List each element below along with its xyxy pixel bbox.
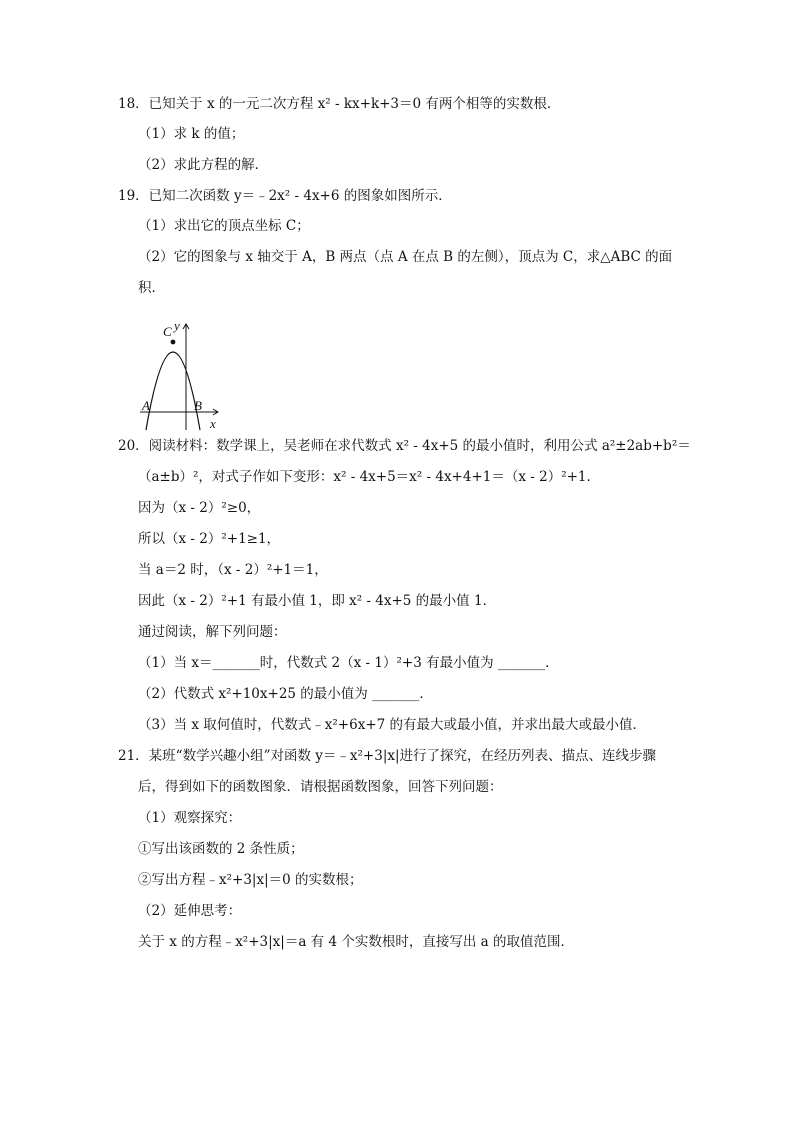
text-line-q20g: 通过阅读，解下列问题： <box>138 624 287 640</box>
text-line-q20b: （a±b）²，对式子作如下变形：x² - 4x+5＝x² - 4x+4+1＝（x - 2）²+1． <box>138 469 601 485</box>
label-x: x <box>210 416 216 431</box>
text-line-q21_1: （1）观察探究： <box>138 810 242 826</box>
text-line-q20e: 当 a＝2 时，（x - 2）²+1＝1， <box>138 562 328 578</box>
label-y: y <box>174 318 180 333</box>
text-line-q21_2a: 关于 x 的方程﹣x²+3|x|＝a 有 4 个实数根时，直接写出 a 的取值范围． <box>138 934 574 950</box>
text-line-q20_2: （2）代数式 x²+10x+25 的最小值为 _______． <box>138 686 433 702</box>
text-line-q19_1: （1）求出它的顶点坐标 C； <box>138 218 310 234</box>
text-line-q20: 20．阅读材料：数学课上，吴老师在求代数式 x² - 4x+5 的最小值时，利用公式 a²±2ab+b²＝ <box>118 438 691 454</box>
text-line-q20_1: （1）当 x＝_______时，代数式 2（x - 1）²+3 有最小值为 _______． <box>138 655 559 671</box>
text-line-q19_2: （2）它的图象与 x 轴交于 A，B 两点（点 A 在点 B 的左侧），顶点为 C，求△ABC 的面 <box>138 249 673 265</box>
text-line-q20d: 所以（x - 2）²+1≥1， <box>138 531 281 547</box>
text-line-q19: 19．已知二次函数 y＝﹣2x² - 4x+6 的图象如图所示． <box>118 188 452 204</box>
text-line-q21b: 后，得到如下的函数图象．请根据函数图象，回答下列问题： <box>138 779 503 795</box>
vertex-point <box>171 340 176 345</box>
label-a: A <box>142 398 150 413</box>
text-line-q21_1b: ②写出方程﹣x²+3|x|＝0 的实数根； <box>138 872 363 888</box>
text-line-q21: 21．某班“数学兴趣小组”对函数 y＝﹣x²+3|x|进行了探究，在经历列表、描点、连线步骤 <box>118 748 657 764</box>
text-line-q20f: 因此（x - 2）²+1 有最小值 1，即 x² - 4x+5 的最小值 1． <box>138 593 497 609</box>
text-line-q18_2: （2）求此方程的解． <box>138 157 269 173</box>
label-c: C <box>163 324 172 339</box>
parabola-curve <box>146 352 200 430</box>
label-b: B <box>194 398 202 413</box>
text-line-q20_3: （3）当 x 取何值时，代数式﹣x²+6x+7 的有最大或最小值，并求出最大或最小值． <box>138 717 647 733</box>
text-line-q18_1: （1）求 k 的值； <box>138 126 245 142</box>
parabola-graph <box>136 318 226 433</box>
text-line-q20c: 因为（x - 2）²≥0， <box>138 500 261 516</box>
text-line-q19_2b: 积． <box>138 280 165 296</box>
text-line-q18: 18．已知关于 x 的一元二次方程 x² - kx+k+3＝0 有两个相等的实数根． <box>118 96 561 112</box>
text-line-q21_1a: ①写出该函数的 2 条性质； <box>138 841 304 857</box>
text-line-q21_2: （2）延伸思考： <box>138 903 242 919</box>
